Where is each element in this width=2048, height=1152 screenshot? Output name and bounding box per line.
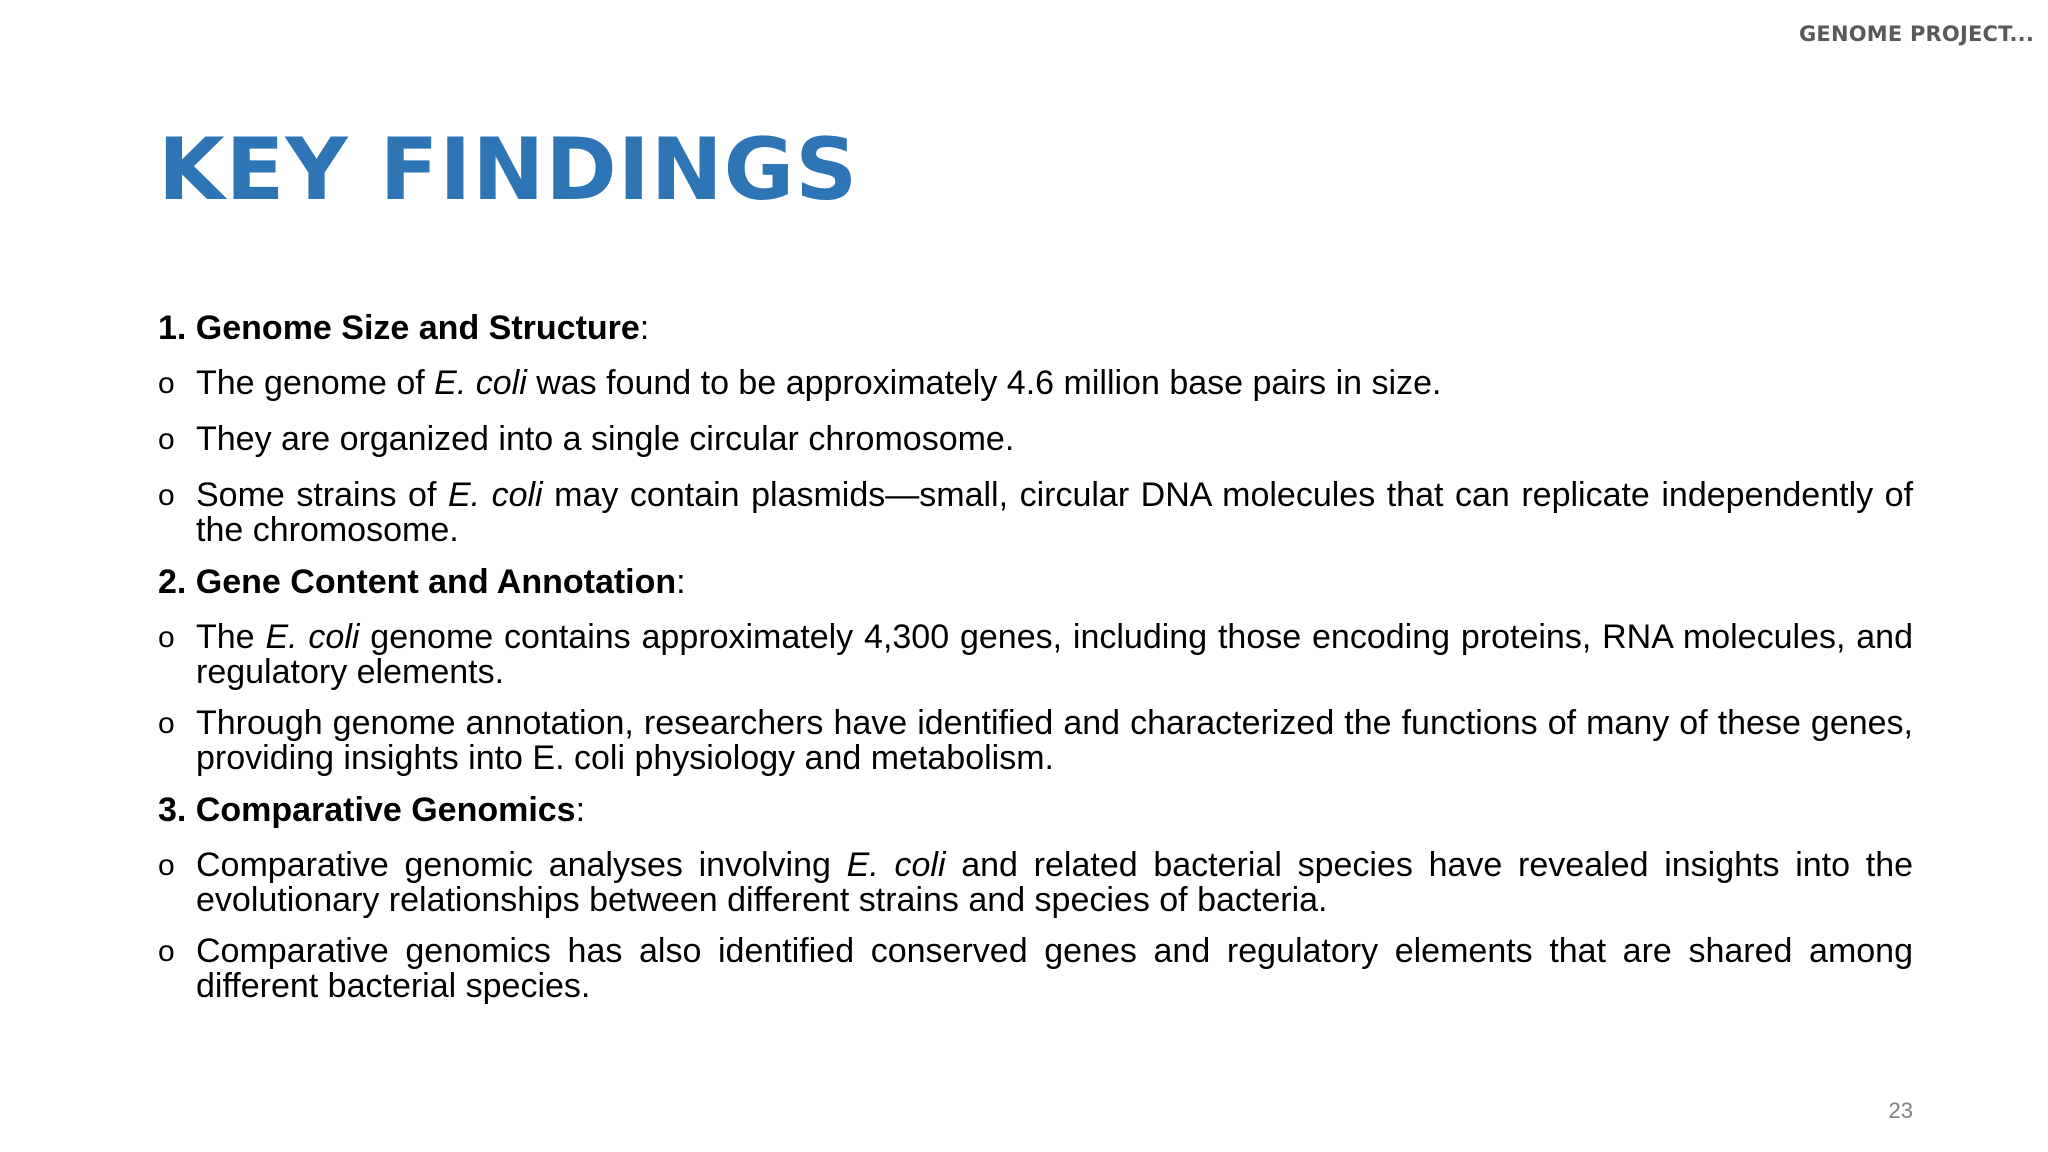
species-name: E. coli: [265, 618, 360, 656]
species-name: E. coli: [434, 364, 527, 402]
page-number: 23: [1888, 1098, 1913, 1123]
bullet-item: [158, 616, 1913, 690]
section-heading-text: 1. Genome Size and Structure: [158, 309, 640, 347]
bullet-text: [196, 844, 1913, 918]
bullet-text-part: Comparative genomic analyses involving: [196, 846, 847, 884]
bullet-circle-icon: o: [158, 367, 175, 400]
section-heading: [158, 788, 1913, 832]
bullet-text: Comparative genomics has also identified conserved genes and regulatory elements that are shared among different bacterial species.: [196, 932, 1913, 1005]
slide-body: [158, 306, 1913, 1016]
section-heading-colon: :: [575, 791, 586, 829]
bullet-circle-icon: o: [158, 479, 175, 512]
bullet-item: [158, 702, 1913, 776]
bullet-circle-icon: o: [158, 849, 175, 882]
bullet-text-part: The genome of: [196, 364, 435, 402]
bullet-text: [196, 362, 1913, 401]
slide-title: KEY FINDINGS: [158, 120, 859, 220]
bullet-item: [158, 930, 1913, 1004]
bullet-text: [196, 474, 1913, 548]
section-heading-colon: :: [639, 309, 650, 347]
bullet-text-part: was found to be approximately 4.6 million base pairs in size.: [526, 364, 1442, 402]
bullet-text-part: may contain plasmids—small, circular DNA molecules that can replicate independently of the chromosome.: [196, 476, 1914, 549]
section-heading-colon: :: [676, 563, 686, 601]
bullet-item: [158, 474, 1913, 548]
bullet-text: [196, 616, 1913, 690]
section-heading: [158, 306, 1913, 350]
bullet-text-part: genome contains approximately 4,300 genes, including those encoding proteins, RNA molecules, and regulatory elements.: [196, 618, 1913, 691]
bullet-item: [158, 844, 1913, 918]
bullet-text-part: The: [196, 618, 266, 656]
section-heading: [158, 560, 1913, 604]
section-heading-text: 2. Gene Content and Annotation: [158, 563, 677, 601]
bullet-text-part: and related bacterial species have revealed insights into the evolutionary relationships between different strains and species of bacteria.: [196, 846, 1914, 919]
bullet-item: [158, 362, 1913, 406]
header-tag: GENOME PROJECT...: [1798, 22, 2034, 46]
bullet-item: [158, 418, 1913, 462]
bullet-circle-icon: o: [158, 935, 175, 968]
section-heading-text: 3. Comparative Genomics: [158, 791, 576, 829]
species-name: E. coli: [447, 476, 543, 514]
bullet-text: They are organized into a single circular chromosome.: [196, 420, 1015, 458]
species-name: E. coli: [846, 846, 946, 884]
bullet-text-part: Some strains of: [196, 476, 448, 514]
bullet-circle-icon: o: [158, 423, 175, 456]
bullet-text: Through genome annotation, researchers have identified and characterized the functions of many of these genes, providing insights into E. coli physiology and metabolism.: [196, 704, 1913, 777]
bullet-circle-icon: o: [158, 707, 175, 740]
bullet-circle-icon: o: [158, 621, 175, 654]
